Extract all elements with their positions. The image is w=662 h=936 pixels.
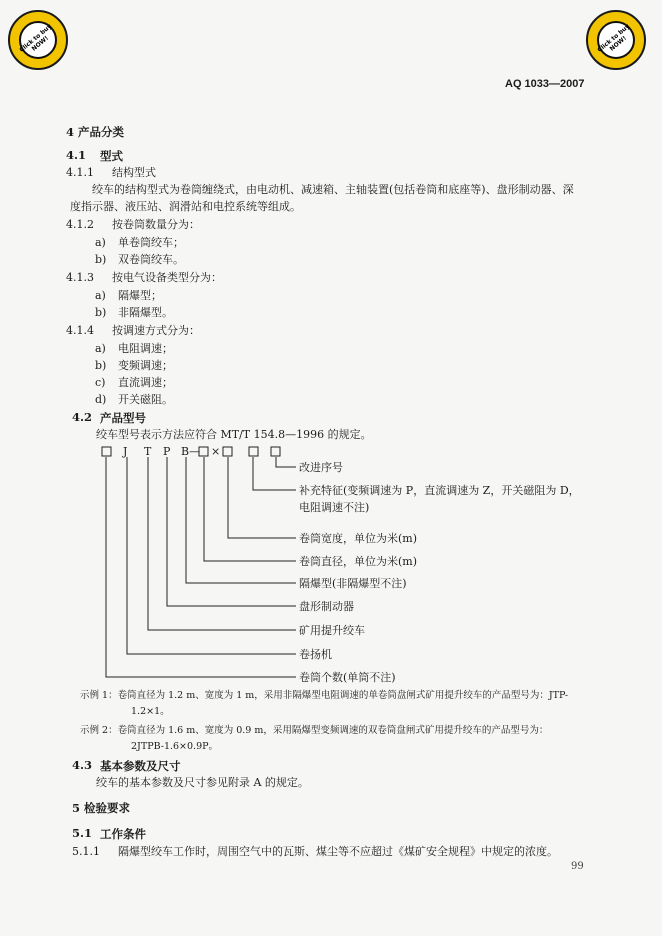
- section-4-1-3-title: 按电气设备类型分为：: [112, 271, 222, 284]
- section-4-2-title: 产品型号: [100, 411, 146, 425]
- section-4-title: 4 产品分类: [66, 125, 125, 139]
- section-4-1-4-num: 4.1.4: [66, 324, 94, 337]
- list-marker: a): [95, 289, 106, 302]
- list-item: 非隔爆型。: [118, 306, 173, 319]
- list-item: 变频调速；: [118, 359, 173, 372]
- paragraph-line: 度指示器、液压站、润滑站和电控系统等组成。: [70, 200, 301, 213]
- section-4-3-num: 4.3: [72, 758, 93, 772]
- code-label: 卷扬机: [299, 648, 332, 661]
- list-item: 隔爆型；: [118, 289, 162, 302]
- badge-text: Click to buy NOW!: [18, 22, 54, 54]
- list-marker: b): [95, 253, 107, 266]
- list-marker: b): [95, 359, 107, 372]
- code-letter-t: T: [144, 445, 152, 458]
- list-marker: a): [95, 236, 106, 249]
- paragraph-line: 绞车的基本参数及尺寸参见附录 A 的规定。: [96, 776, 309, 789]
- section-4-3-title: 基本参数及尺寸: [100, 759, 181, 773]
- code-label: 隔爆型(非隔爆型不注): [299, 577, 407, 590]
- paragraph-line: 绞车型号表示方法应符合 MT/T 154.8—1996 的规定。: [96, 428, 372, 441]
- list-item: 直流调速；: [118, 376, 173, 389]
- page-number: 99: [571, 861, 584, 872]
- code-label: 卷筒直径，单位为米(m): [299, 555, 418, 568]
- code-times: ×: [211, 445, 221, 458]
- section-5-1-num: 5.1: [72, 826, 93, 840]
- list-marker: d): [95, 393, 107, 406]
- section-4-1-title: 型式: [100, 149, 123, 163]
- code-letter-p: P: [163, 445, 171, 458]
- example-1-line: 1.2×1。: [131, 706, 170, 717]
- list-item: 单卷筒绞车；: [118, 236, 184, 249]
- section-4-2-num: 4.2: [72, 410, 93, 424]
- list-marker: b): [95, 306, 107, 319]
- section-4-1-3-num: 4.1.3: [66, 271, 94, 284]
- code-label: 补充特征(变频调速为 P，直流调速为 Z，开关磁阻为 D，: [299, 484, 580, 497]
- list-item: 开关磁阻。: [118, 393, 173, 406]
- code-label: 盘形制动器: [299, 600, 354, 613]
- example-2-line: 示例 2：卷筒直径为 1.6 m、宽度为 0.9 m，采用隔爆型变频调速的双卷筒盘闸式矿用提升绞车的产品型号为：: [80, 725, 549, 736]
- section-4-1-2-title: 按卷筒数量分为：: [112, 218, 200, 231]
- section-4-1-1-title: 结构型式: [112, 166, 156, 179]
- paragraph-line: 隔爆型绞车工作时，周围空气中的瓦斯、煤尘等不应超过《煤矿安全规程》中规定的浓度。: [118, 845, 558, 858]
- list-marker: a): [95, 342, 106, 355]
- list-marker: c): [95, 376, 106, 389]
- section-4-1-4-title: 按调速方式分为：: [112, 324, 200, 337]
- code-letter-b: B—: [181, 445, 201, 458]
- section-5-title: 5 检验要求: [72, 801, 131, 815]
- section-5-1-1-num: 5.1.1: [72, 845, 100, 858]
- section-4-1-num: 4.1: [66, 148, 87, 162]
- code-label: 改进序号: [299, 461, 343, 474]
- example-2-line: 2JTPB-1.6×0.9P。: [131, 741, 219, 752]
- code-label: 矿用提升绞车: [299, 624, 365, 637]
- section-5-1-title: 工作条件: [100, 827, 146, 841]
- section-4-1-2-num: 4.1.2: [66, 218, 94, 231]
- code-letter-j: J: [123, 445, 128, 458]
- paragraph-line: 绞车的结构型式为卷筒缠绕式，由电动机、减速箱、主轴装置(包括卷筒和底座等)、盘形制动器、深: [92, 183, 574, 196]
- badge-text: Click to buy NOW!: [596, 22, 632, 54]
- code-label: 卷筒宽度，单位为米(m): [299, 532, 418, 545]
- code-label: 卷筒个数(单筒不注): [299, 671, 396, 684]
- example-1-line: 示例 1：卷筒直径为 1.2 m、宽度为 1 m，采用非隔爆型电阻调速的单卷筒盘闸式矿用提升绞车的产品型号为：JTP-: [80, 690, 569, 701]
- list-item: 电阻调速；: [118, 342, 173, 355]
- section-4-1-1-num: 4.1.1: [66, 166, 94, 179]
- code-label: 电阻调速不注): [299, 501, 370, 514]
- standard-number: AQ 1033—2007: [505, 78, 585, 90]
- list-item: 双卷筒绞车。: [118, 253, 184, 266]
